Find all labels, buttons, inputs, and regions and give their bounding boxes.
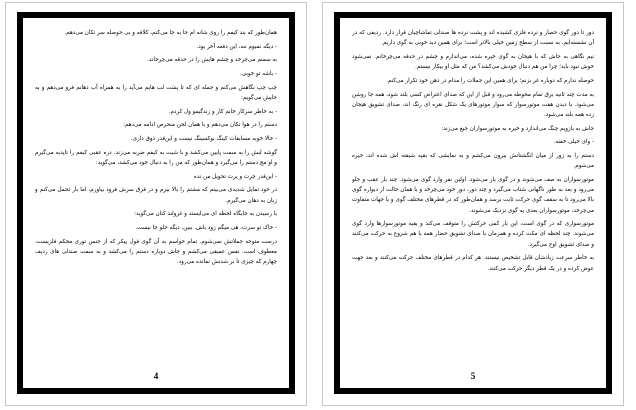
paragraph: دستم را در هوا تکان می‌دهم و با همان لحن منحرص ادامه می‌دهم: [122,122,277,129]
paragraph: حوصله ندارم که دوباره غر بزنم؛ برای همین این جملات را مدام در ذهن خود تکرار می‌کنم. [386,77,594,84]
paragraph: همان‌طور که بند کیفم را روی شانه ام جا به جا می‌کنم، کلافه و بی حوصله سر تکان می‌دهم. [64,30,277,36]
paragraph: - باشه تو خوبی. [239,71,277,78]
paragraph: گوشه لبش را به سمت پایین می‌کشد و با شیت به کیفم ضربه می‌زند. دره عقبی کیفم را تاپدیه می‌گیرم و او مچ دستم را می‌گیرد و همان‌طور که من را به دنبال خود می‌کشد، می‌گوید: [35,149,277,167]
page-text [352,28,594,358]
page-4 [5,2,307,406]
paragraph: - به خاطر سرکار خانم کار و زندگیمو ول کردم. [168,108,277,115]
paragraph: چپ چپ نگاهش می‌کنم و جمله ای که تا پشت لب هایم می‌آید را به همراه آب دهانم فرو می‌دهم و به جایش می‌گویم: [35,84,277,102]
page-text [35,28,277,358]
paragraph: در خود تمایل شدیدی می‌بینم که مشتم را بالا ببرم و در فرق سرش فرود بیاورم، اما بار تحمل می‌کنم و زبان به دهان می‌گیرم. [35,187,277,204]
paragraph: - خاک تو سرت، هی میگم زود باش. ببین، دیگه جلو جا نیست. [135,225,277,232]
paragraph: با رسیدن به جایگاه لحظه ای می‌ایستد و غرولند کنان می‌گوید: [134,211,277,218]
page-number: 4 [153,371,159,381]
paragraph: - خالا خوبه مسابقات کینگ بوکسینگ نیست و این‌قدر ذوق داری. [130,136,277,143]
paragraph: دستم را به زور از میان انگشتانش بیرون می‌کشم و به نمایشی که بقیه شیفته اش شده اند، خیره می‌شوم. [352,153,594,170]
paragraph: دور تا دور گوی حصار و نرده فلزی کشیده اند و پشت نرده ها صندلی تماشاچیان قرار دارد. ردیفی که در آن نشسته‌ایم، به نسبت از سطح زمین خیلی بالاتر است؛ برای همین دید خوبی به گوی داریم. [352,30,594,47]
paragraph: درست متوجه جملاتش نمی‌شوم. تمام حواسم به آن گوی فول پیکر که از جنس توری محکم فلزیست، معطوف است. نفس عمیقی می‌کشم و جاش دوباره دستم را می‌کشد و به سمت صندلی های ردیف چهارم که چیزی تا بر شدنش نمانده می‌رود. [35,238,277,266]
paragraph: به مدت چند ثانیه برق تمام محوطه می‌رود و قبل از این که صدای اعتراض کسی بلند شود، همه جا روشن می‌شود. با دیدن هفت موتورسوار که سوار موتورهای یک شکل نقره ای رنگ اند، صدای تشویق هیجان زده همه بلند می‌شود. [352,91,594,118]
paragraph: نیم نگاهی به جاش که با هیجان به گوی خیره شده، می‌اندازم و چشم در حدقه می‌چرخانم. نمی‌شود خوش نبود باید؛ چرا من هم دنبال خودش می‌کشد؟ من که مثل او بیکار نیستم. [352,53,594,71]
page-number: 5 [470,371,476,381]
paragraph: - دیگه نمیوم ننه، این دفعه آخر بود. [196,43,277,50]
paragraph: - این‌قدر چرت و پرت تحویل من نده [193,173,277,180]
paragraph: به سمتم می‌چرخد و چشم هایش را در حدقه می‌چرخاند. [147,57,277,64]
paragraph: جاش به بازویم چنگ می‌اندازد و خیره به موتورسواران جیغ می‌زند: [441,125,594,132]
page-border-frame [334,12,612,394]
paragraph: موتورسواری که در گوی است، این بار کمی حرکتش را متوقف می‌کند و بقیه موتورسوارها وارد گوی می‌شوند. چند لحظه ای مکث کرده و همزمان با صدای تشویق حضار همه با هم شروع به حرکت می‌کنند و صدای تشویق اوج می‌گیرد. [352,221,594,248]
page-5 [322,2,624,406]
paragraph: موتورسواران به صف می‌شوند و در گوی باز می‌شود. اولین نفر وارد گوی می‌شود. چند بار عقب و جلو می‌رود و بعد به طور ناگهانی شتاب می‌گیرد و چند دور، دور خود می‌چرخد و با همان حالت از دیواره گوی بالا می‌رود تا به سقف گوی حرکت ثابت برسد و همان‌طور که در قطرهای مختلف گوی و با جهات متفاوت می‌چرخد، موتورسواران بعدی به گوی نزدیک می‌شوند. [352,176,594,214]
paragraph: به خاطر سرعت زیادشان قابل تشخیص نیستند. هر کدام در قطرهای مختلف حرکت می‌کنند و بعد جهت عوض کرده و در یک قطر دیگر حرکت می‌کنند. [352,255,594,272]
page-border-frame [17,12,295,394]
paragraph: - وای خیلی خفنه. [553,139,594,146]
